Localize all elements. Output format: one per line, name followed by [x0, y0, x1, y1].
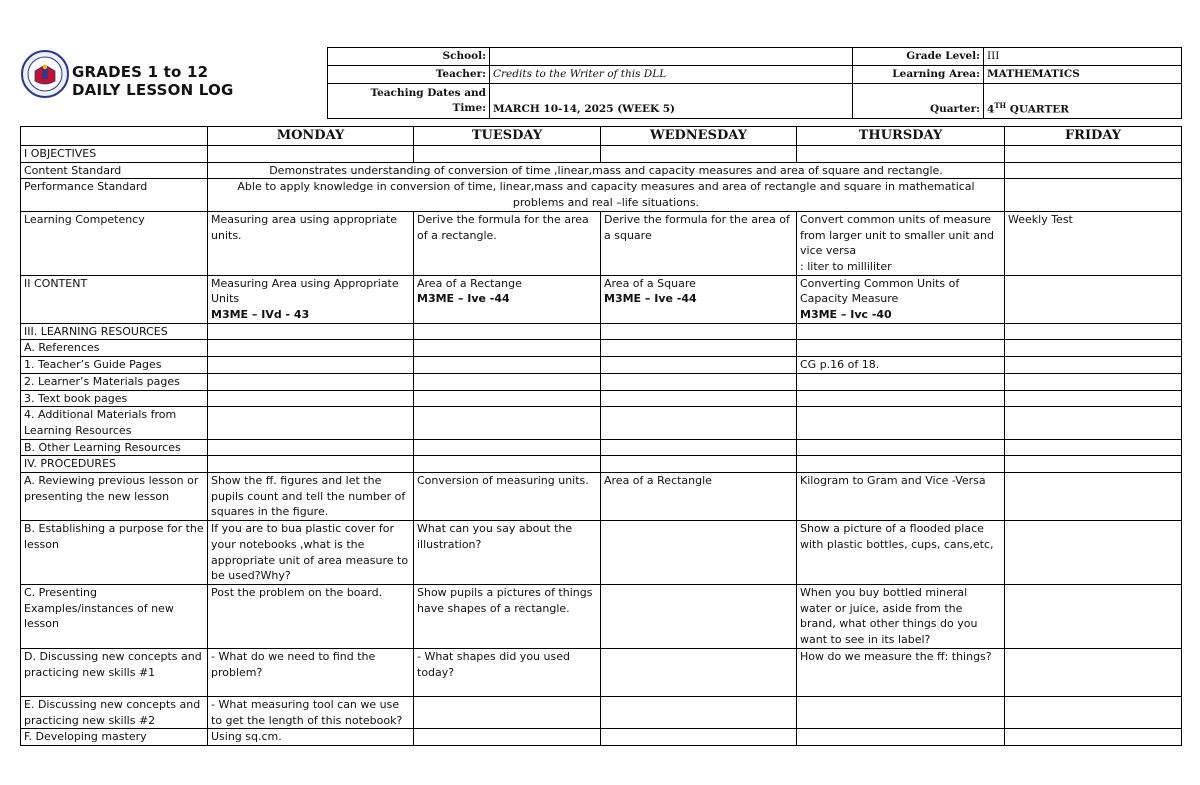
table-cell	[208, 407, 414, 439]
table-cell	[797, 439, 1005, 456]
table-cell	[208, 373, 414, 390]
table-row	[21, 146, 1182, 163]
purpose-tuesday: What can you say about the illustration?	[414, 521, 601, 585]
learning-area-value: MATHEMATICS	[984, 66, 1182, 84]
table-row	[21, 439, 1182, 456]
row-label-additional-materials: 4. Additional Materials from Learning Resources	[21, 407, 208, 439]
table-cell	[414, 357, 601, 374]
content-wednesday-code: M3ME – Ive -44	[604, 292, 697, 306]
learning-area-label: Learning Area:	[853, 66, 984, 84]
title-grades: GRADES 1 to 12	[72, 63, 209, 81]
review-monday: Show the ff. figures and let the pupils count and tell the number of squares in the figure.	[208, 473, 414, 521]
lesson-log-table	[20, 126, 1182, 746]
table-cell	[1005, 584, 1182, 648]
table-cell	[414, 456, 601, 473]
table-row	[21, 407, 1182, 439]
row-label-objectives: I OBJECTIVES	[21, 146, 208, 163]
teachers-guide-thursday: CG p.16 of 18.	[797, 357, 1005, 374]
competency-thursday-note: : liter to milliliter	[800, 259, 892, 273]
grade-level-value: III	[984, 48, 1182, 66]
row-label-other-resources: B. Other Learning Resources	[21, 439, 208, 456]
header-info-table	[327, 47, 1182, 119]
row-label-presenting-examples: C. Presenting Examples/instances of new lesson	[21, 584, 208, 648]
table-cell	[208, 390, 414, 407]
table-row	[21, 390, 1182, 407]
competency-wednesday: Derive the formula for the area of a square	[601, 211, 797, 275]
school-value	[490, 48, 853, 66]
table-cell	[1005, 729, 1182, 746]
day-header-thursday: THURSDAY	[797, 127, 1005, 146]
row-label-content-standard: Content Standard	[21, 162, 208, 179]
purpose-thursday: Show a picture of a flooded place with plastic bottles, cups, cans,etc,	[797, 521, 1005, 585]
competency-monday: Measuring area using appropriate units.	[208, 211, 414, 275]
table-cell	[414, 146, 601, 163]
table-row	[21, 357, 1182, 374]
row-label-purpose: B. Establishing a purpose for the lesson	[21, 521, 208, 585]
table-row	[21, 179, 1182, 211]
table-cell	[601, 323, 797, 340]
table-cell	[208, 323, 414, 340]
review-tuesday: Conversion of measuring units.	[414, 473, 601, 521]
day-header-monday: MONDAY	[208, 127, 414, 146]
content-thursday	[797, 275, 1005, 323]
competency-thursday	[797, 211, 1005, 275]
discussing1-tuesday: - What shapes did you used today?	[414, 648, 601, 696]
table-cell	[1005, 696, 1182, 728]
content-tuesday-code: M3ME – Ive -44	[417, 292, 510, 306]
table-cell	[797, 340, 1005, 357]
table-cell	[208, 357, 414, 374]
performance-standard-text: Able to apply knowledge in conversion of time, linear,mass and capacity measures and area of rectangle and square in mathematical problems and real –life situations.	[208, 179, 1005, 211]
day-header-friday: FRIDAY	[1005, 127, 1182, 146]
table-cell	[414, 390, 601, 407]
table-cell	[1005, 146, 1182, 163]
row-label-reviewing: A. Reviewing previous lesson or presenting the new lesson	[21, 473, 208, 521]
table-cell	[797, 323, 1005, 340]
quarter-number: 4	[987, 103, 995, 115]
table-row	[21, 648, 1182, 696]
row-label-procedures: IV. PROCEDURES	[21, 456, 208, 473]
school-label: School:	[328, 48, 490, 66]
table-row	[21, 521, 1182, 585]
table-cell	[414, 696, 601, 728]
table-cell	[414, 439, 601, 456]
table-cell	[601, 696, 797, 728]
quarter-text: QUARTER	[1006, 103, 1070, 115]
competency-thursday-text: Convert common units of measure from larger unit to smaller unit and vice versa	[800, 212, 994, 258]
table-cell	[601, 373, 797, 390]
table-row	[21, 162, 1182, 179]
content-tuesday	[414, 275, 601, 323]
table-row	[21, 211, 1182, 275]
table-row	[21, 696, 1182, 728]
row-label-learners-materials: 2. Learner’s Materials pages	[21, 373, 208, 390]
teaching-dates-label-line2: Time:	[452, 102, 486, 114]
table-cell	[208, 340, 414, 357]
table-cell	[414, 407, 601, 439]
table-row	[21, 340, 1182, 357]
row-label-references: A. References	[21, 340, 208, 357]
quarter-value	[984, 84, 1182, 119]
table-cell	[797, 729, 1005, 746]
table-cell	[797, 407, 1005, 439]
table-cell	[414, 340, 601, 357]
discussing2-monday: - What measuring tool can we use to get the length of this notebook?	[208, 696, 414, 728]
day-header-wednesday: WEDNESDAY	[601, 127, 797, 146]
table-cell	[1005, 373, 1182, 390]
content-standard-text: Demonstrates understanding of conversion of time ,linear,mass and capacity measures and area of square and rectangle.	[208, 162, 1005, 179]
day-header-row	[21, 127, 1182, 146]
content-monday-code: M3ME – IVd - 43	[211, 308, 310, 322]
table-row	[21, 729, 1182, 746]
teaching-dates-value: MARCH 10-14, 2025 (WEEK 5)	[490, 84, 853, 119]
purpose-monday: If you are to bua plastic cover for your notebooks ,what is the appropriate unit of area measure to be used?Why?	[208, 521, 414, 585]
content-monday	[208, 275, 414, 323]
table-cell	[1005, 323, 1182, 340]
row-label-learning-resources: III. LEARNING RESOURCES	[21, 323, 208, 340]
content-wednesday	[601, 275, 797, 323]
row-label-discussing-1: D. Discussing new concepts and practicing new skills #1	[21, 648, 208, 696]
quarter-label: Quarter:	[853, 84, 984, 119]
table-cell	[797, 146, 1005, 163]
grade-level-label: Grade Level:	[853, 48, 984, 66]
quarter-suffix: TH	[994, 100, 1007, 110]
table-cell	[601, 439, 797, 456]
table-cell	[1005, 407, 1182, 439]
table-cell	[1005, 473, 1182, 521]
content-thursday-code: M3ME – Ivc -40	[800, 308, 892, 322]
row-label-textbook-pages: 3. Text book pages	[21, 390, 208, 407]
table-row	[21, 584, 1182, 648]
table-cell	[601, 390, 797, 407]
table-row	[21, 323, 1182, 340]
table-cell	[601, 146, 797, 163]
table-cell	[208, 439, 414, 456]
competency-tuesday: Derive the formula for the area of a rectangle.	[414, 211, 601, 275]
row-label-performance-standard: Performance Standard	[21, 179, 208, 211]
review-wednesday: Area of a Rectangle	[601, 473, 797, 521]
table-cell	[797, 696, 1005, 728]
row-label-content: II CONTENT	[21, 275, 208, 323]
table-cell	[797, 390, 1005, 407]
table-cell	[601, 729, 797, 746]
table-row	[21, 473, 1182, 521]
table-cell	[1005, 456, 1182, 473]
examples-monday: Post the problem on the board.	[208, 584, 414, 648]
table-cell	[414, 373, 601, 390]
content-monday-title: Measuring Area using Appropriate Units	[211, 276, 399, 306]
discussing1-monday: - What do we need to find the problem?	[208, 648, 414, 696]
table-cell	[601, 584, 797, 648]
table-cell	[601, 456, 797, 473]
content-thursday-title: Converting Common Units of Capacity Measure	[800, 276, 960, 306]
table-cell	[797, 373, 1005, 390]
table-cell	[1005, 357, 1182, 374]
content-tuesday-title: Area of a Rectange	[417, 276, 522, 290]
table-cell	[208, 456, 414, 473]
table-cell	[1005, 439, 1182, 456]
table-row	[21, 373, 1182, 390]
corner-cell	[21, 127, 208, 146]
teaching-dates-label-line1: Teaching Dates and	[370, 87, 486, 99]
discussing1-thursday: How do we measure the ff: things?	[797, 648, 1005, 696]
mastery-monday: Using sq.cm.	[208, 729, 414, 746]
examples-thursday: When you buy bottled mineral water or juice, aside from the brand, what other things do you want to see in its label?	[797, 584, 1005, 648]
examples-tuesday: Show pupils a pictures of things have shapes of a rectangle.	[414, 584, 601, 648]
review-thursday: Kilogram to Gram and Vice -Versa	[797, 473, 1005, 521]
table-cell	[601, 648, 797, 696]
competency-friday: Weekly Test	[1005, 211, 1182, 275]
table-cell	[1005, 340, 1182, 357]
table-cell	[1005, 390, 1182, 407]
table-cell	[208, 146, 414, 163]
table-cell	[1005, 275, 1182, 323]
row-label-teachers-guide: 1. Teacher’s Guide Pages	[21, 357, 208, 374]
table-cell	[1005, 162, 1182, 179]
table-row	[21, 275, 1182, 323]
table-cell	[797, 456, 1005, 473]
table-cell	[601, 521, 797, 585]
table-cell	[1005, 521, 1182, 585]
teaching-dates-label	[328, 84, 490, 119]
table-cell	[1005, 179, 1182, 211]
deped-seal-logo	[21, 47, 69, 101]
teacher-value: Credits to the Writer of this DLL	[490, 66, 853, 84]
table-cell	[414, 323, 601, 340]
table-row	[21, 456, 1182, 473]
table-cell	[601, 357, 797, 374]
table-cell	[1005, 648, 1182, 696]
teacher-label: Teacher:	[328, 66, 490, 84]
day-header-tuesday: TUESDAY	[414, 127, 601, 146]
row-label-developing-mastery: F. Developing mastery	[21, 729, 208, 746]
table-cell	[601, 407, 797, 439]
table-cell	[601, 340, 797, 357]
row-label-learning-competency: Learning Competency	[21, 211, 208, 275]
title-daily-lesson-log: DAILY LESSON LOG	[72, 81, 234, 99]
table-cell	[414, 729, 601, 746]
content-wednesday-title: Area of a Square	[604, 276, 696, 290]
row-label-discussing-2: E. Discussing new concepts and practicing new skills #2	[21, 696, 208, 728]
